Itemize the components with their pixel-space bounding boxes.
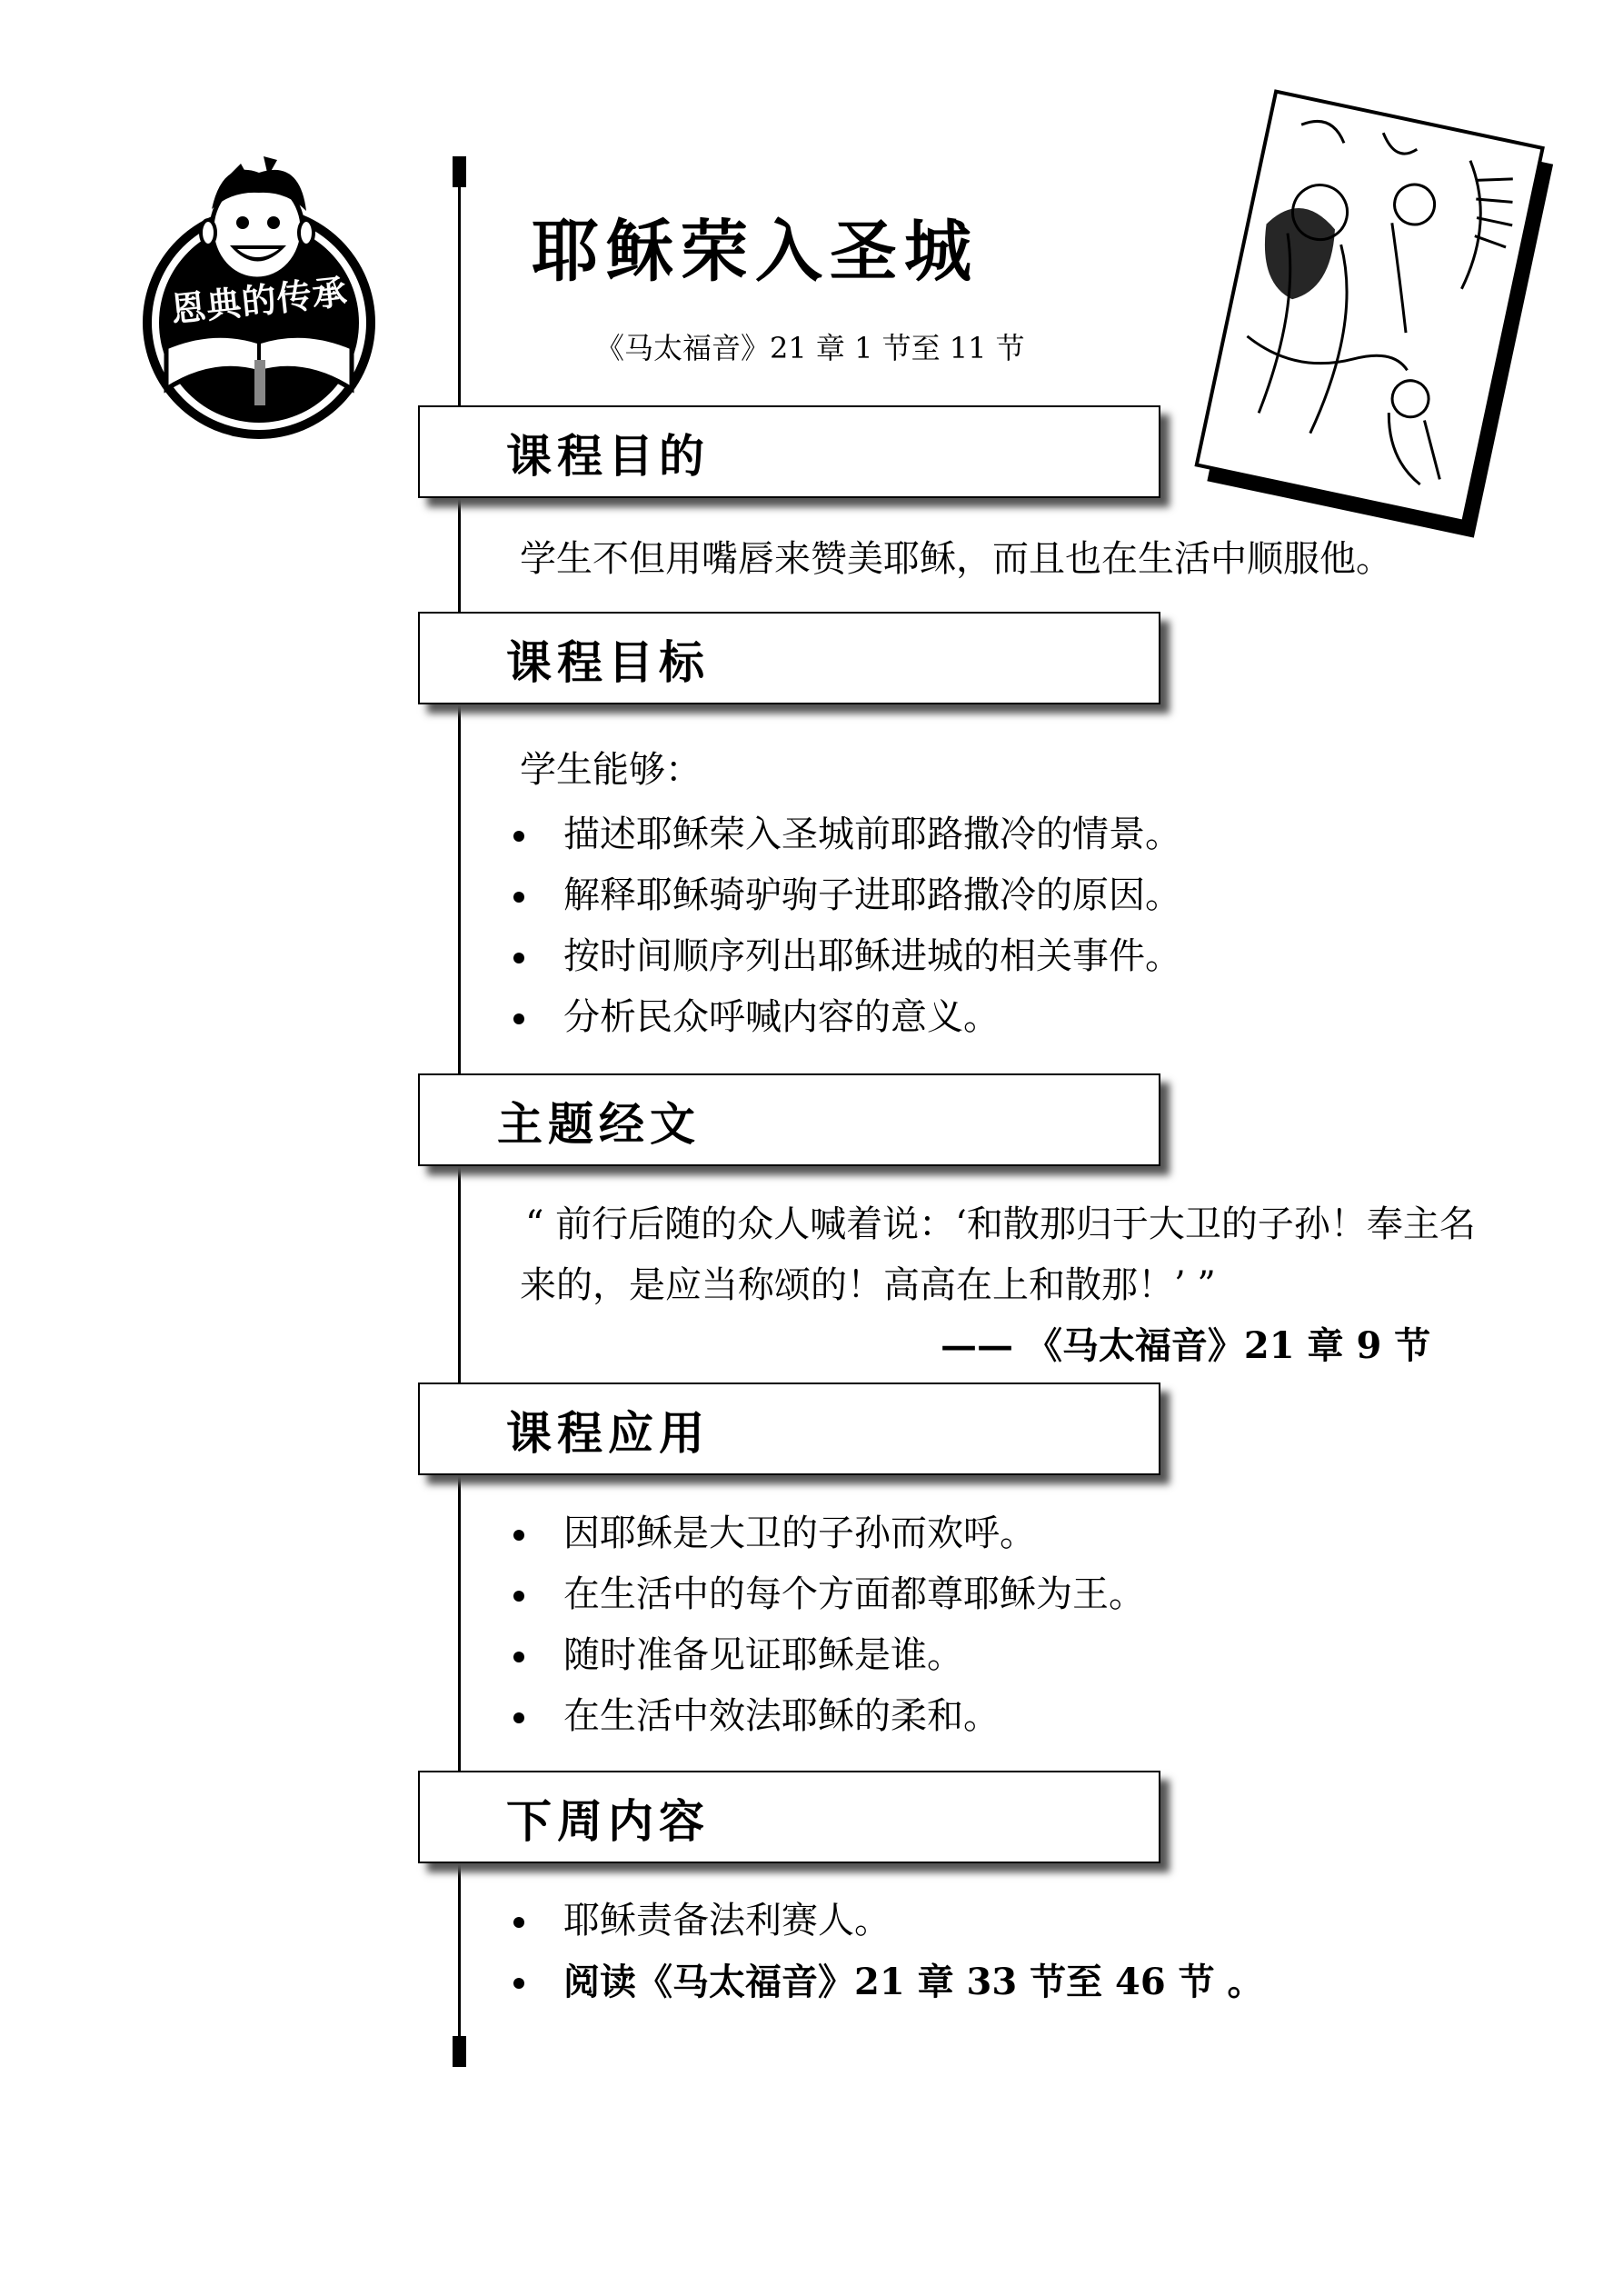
section-header-objectives xyxy=(418,612,1160,704)
objectives-intro: 学生能够： xyxy=(520,749,702,791)
list-item: 耶稣责备法利赛人。 xyxy=(513,1891,1264,1952)
list-item: 描述耶稣荣入圣城前耶路撒冷的情景。 xyxy=(513,804,1181,865)
scripture-reference: 《马太福音》21 章 1 节至 11 节 xyxy=(595,331,1025,365)
purpose-text: 学生不但用嘴唇来赞美耶稣，而且也在生活中顺服他。 xyxy=(520,538,1392,580)
list-item: 在生活中效法耶稣的柔和。 xyxy=(513,1686,1145,1747)
objectives-list xyxy=(513,804,1181,1048)
section-header-next-week xyxy=(418,1771,1160,1863)
list-item: 解释耶稣骑驴驹子进耶路撒冷的原因。 xyxy=(513,865,1181,926)
list-item: 因耶稣是大卫的子孙而欢呼。 xyxy=(513,1503,1145,1564)
key-verse-line-1: “ 前行后随的众人喊着说：‘和散那归于大卫的子孙！奉主名 xyxy=(525,1203,1476,1245)
section-header-key-verse xyxy=(418,1073,1160,1166)
page-title: 耶稣荣入圣城 xyxy=(532,213,979,291)
next-week-list xyxy=(513,1891,1264,2012)
section-heading-purpose: 课程目的 xyxy=(506,429,710,483)
key-verse-line-2: 来的，是应当称颂的！高高在上和散那！’ ” xyxy=(520,1264,1216,1306)
section-heading-key-verse: 主题经文 xyxy=(497,1097,701,1151)
triumphal-entry-illustration xyxy=(1181,89,1563,544)
list-item: 阅读《马太福音》21 章 33 节至 46 节 。 xyxy=(513,1952,1264,2012)
timeline-bottom-end xyxy=(453,2036,466,2067)
section-heading-next-week: 下周内容 xyxy=(506,1794,710,1848)
section-heading-objectives: 课程目标 xyxy=(506,635,710,689)
list-item: 随时准备见证耶稣是谁。 xyxy=(513,1625,1145,1686)
logo-caption: 恩典的传承 xyxy=(169,271,350,331)
list-item: 分析民众呼喊内容的意义。 xyxy=(513,987,1181,1048)
list-item: 按时间顺序列出耶稣进城的相关事件。 xyxy=(513,926,1181,987)
timeline-top-end xyxy=(453,156,466,187)
key-verse-citation: —— 《马太福音》21 章 9 节 xyxy=(941,1324,1431,1367)
section-header-purpose xyxy=(418,405,1160,498)
list-item: 在生活中的每个方面都尊耶稣为王。 xyxy=(513,1564,1145,1625)
application-list xyxy=(513,1503,1145,1747)
section-header-application xyxy=(418,1383,1160,1475)
section-heading-application: 课程应用 xyxy=(506,1406,710,1460)
